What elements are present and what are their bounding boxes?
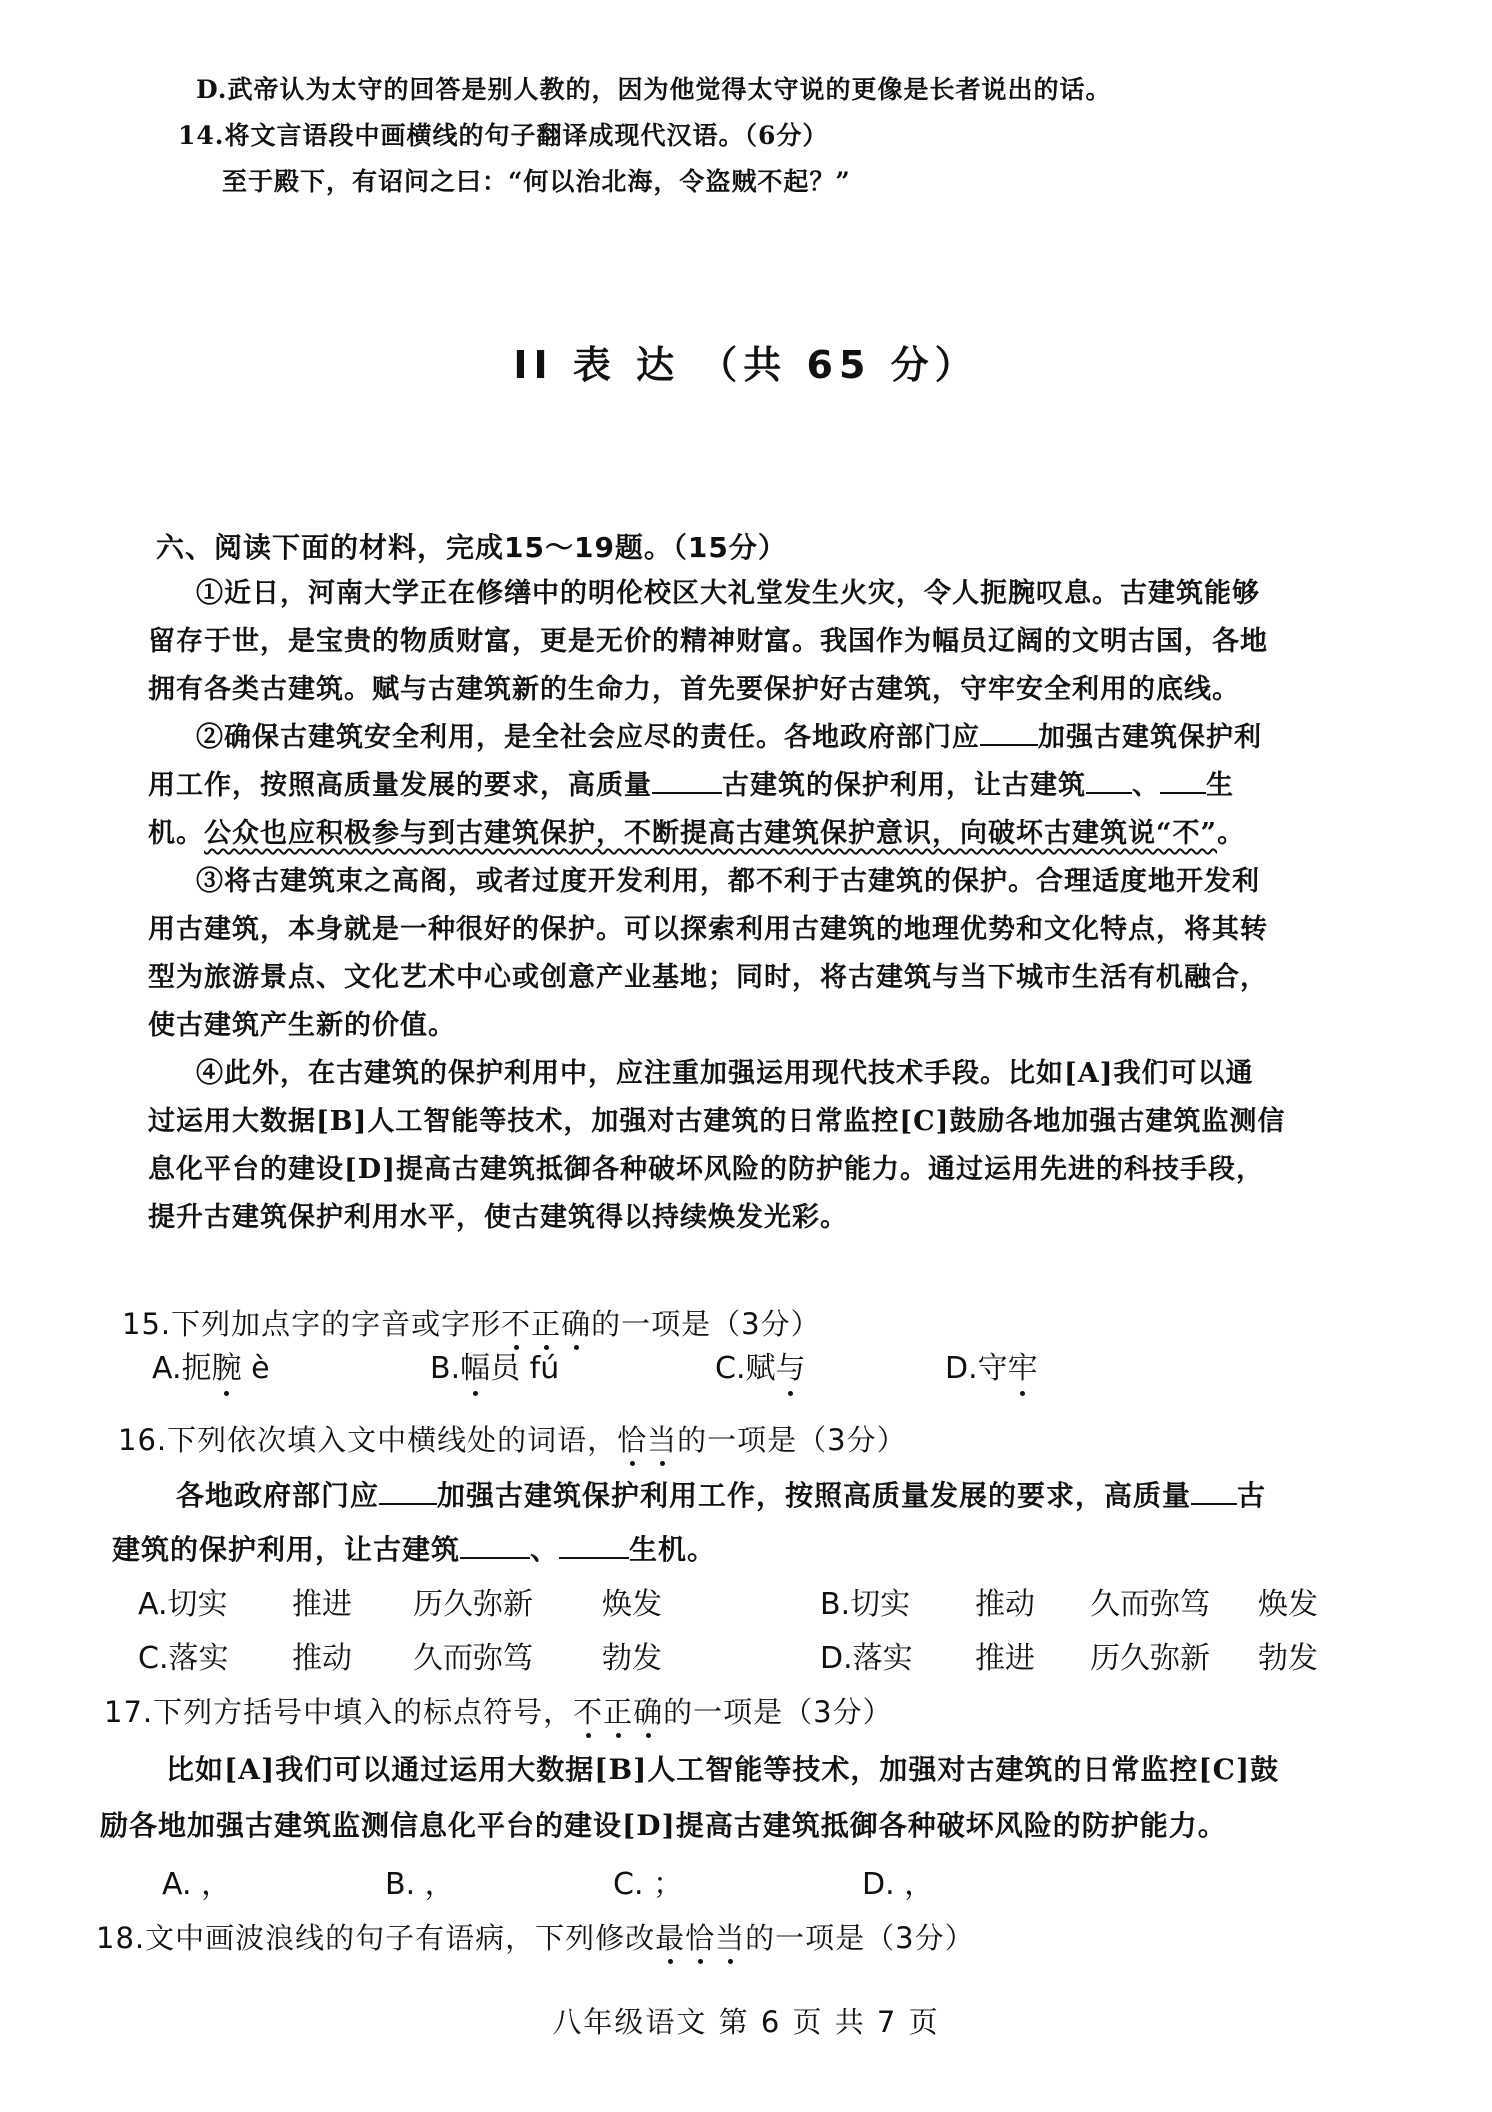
fill-blank[interactable] xyxy=(1191,1479,1237,1505)
p4-line-3: 息化平台的建设[D]提高古建筑抵御各种破坏风险的防护能力。通过运用先进的科技手段， xyxy=(148,1154,1264,1185)
emphasis-char: 正 xyxy=(531,1304,561,1344)
q16-quote-line-2: 建筑的保护利用，让古建筑 、 生机。 xyxy=(112,1533,717,1566)
p4-line-1: ④此外，在古建筑的保护利用中，应注重加强运用现代技术手段。比如[A]我们可以通 xyxy=(196,1058,1254,1089)
p2-text: 。 xyxy=(1217,818,1246,849)
q17-quote-line-1: 比如[A]我们可以通过运用大数据[B]人工智能等技术，加强对古建筑的日常监控[C]鼓 xyxy=(166,1753,1280,1786)
fill-blank[interactable] xyxy=(559,1533,629,1559)
p2-text: 古建筑的保护利用，让古建筑 xyxy=(722,770,1086,801)
q17-stem-text: 17.下列方括号中填入的标点符号， xyxy=(104,1695,574,1729)
p2-text: 机。 xyxy=(148,818,204,849)
q16-option-d-word-1[interactable]: D.落实 xyxy=(820,1641,913,1676)
wavy-underlined-sentence: 公众也应积极参与到古建筑保护，不断提高古建筑保护意识，向破坏古建筑说“不” xyxy=(204,818,1218,849)
p3-line-4: 使古建筑产生新的价值。 xyxy=(148,1010,456,1041)
q17-options xyxy=(0,1864,1492,1906)
part6-heading: 六、阅读下面的材料，完成15～19题。（15分） xyxy=(156,531,787,564)
p1-line-2: 留存于世，是宝贵的物质财富，更是无价的精神财富。我国作为幅员辽阔的文明古国，各地 xyxy=(148,626,1268,657)
q16-option-a-word-2: 推进 xyxy=(292,1587,352,1622)
q16-option-c-word-1[interactable]: C.落实 xyxy=(138,1641,229,1676)
q16-option-b-word-4: 焕发 xyxy=(1258,1587,1318,1622)
p1-line-3: 拥有各类古建筑。赋与古建筑新的生命力，首先要保护好古建筑，守牢安全利用的底线。 xyxy=(148,674,1240,705)
q16-option-c-word-2: 推动 xyxy=(292,1641,352,1676)
emphasis-char: 恰 xyxy=(685,1918,715,1958)
p3-line-3: 型为旅游景点、文化艺术中心或创意产业基地；同时，将古建筑与当下城市生活有机融合， xyxy=(148,962,1268,993)
fill-blank-2[interactable] xyxy=(652,768,722,794)
emphasis-char: 当 xyxy=(647,1420,677,1460)
section-title: II 表 达 （共 65 分） xyxy=(513,343,979,387)
q16-options-row-2 xyxy=(0,1638,1492,1680)
q15-option-b[interactable]: B.幅员 fú xyxy=(430,1348,559,1390)
p4-line-4: 提升古建筑保护利用水平，使古建筑得以持续焕发光彩。 xyxy=(148,1202,848,1233)
p3-line-2: 用古建筑，本身就是一种很好的保护。可以探索利用古建筑的地理优势和文化特点，将其转 xyxy=(148,914,1268,945)
p2-text: ②确保古建筑安全利用，是全社会应尽的责任。各地政府部门应 xyxy=(196,722,980,753)
p2-text: 加强古建筑保护利 xyxy=(1038,722,1262,753)
q16-stem xyxy=(118,1420,907,1460)
q18-stem-text: 18.文中画波浪线的句子有语病，下列修改 xyxy=(96,1921,656,1955)
q16-option-a-word-3: 历久弥新 xyxy=(413,1587,533,1622)
fill-blank-1[interactable] xyxy=(980,720,1038,746)
emphasis-char: 当 xyxy=(715,1918,745,1958)
q16-stem-text: 的一项是（3分） xyxy=(677,1423,907,1457)
q16-option-b-word-2: 推动 xyxy=(975,1587,1035,1622)
q13-option-d: D.武帝认为太守的回答是别人教的，因为他觉得太守说的更像是长者说出的话。 xyxy=(196,75,1112,104)
q17-option-b[interactable]: B. ， xyxy=(385,1867,455,1902)
emphasis-char: 不 xyxy=(573,1692,603,1732)
q18-stem xyxy=(96,1918,975,1958)
q15-option-a[interactable]: A.扼腕 è xyxy=(152,1348,270,1390)
emphasis-char: 正 xyxy=(603,1692,633,1732)
p2-text: 、 xyxy=(1132,770,1160,801)
q16-option-a-word-1[interactable]: A.切实 xyxy=(138,1587,228,1622)
q15-option-c[interactable]: C.赋与 xyxy=(715,1348,805,1390)
q15-stem xyxy=(122,1304,821,1344)
q18-stem-text: 的一项是（3分） xyxy=(745,1921,975,1955)
page-footer: 八年级语文 第 6 页 共 7 页 xyxy=(552,2005,940,2039)
q16-option-b-word-3: 久而弥笃 xyxy=(1090,1587,1210,1622)
q15-stem-text: 15.下列加点字的字音或字形 xyxy=(122,1307,502,1341)
fill-blank-4[interactable] xyxy=(1160,768,1206,794)
q17-option-c[interactable]: C. ； xyxy=(613,1867,684,1902)
q16-quote-line-1: 各地政府部门应 加强古建筑保护利用工作，按照高质量发展的要求，高质量 古 xyxy=(176,1479,1267,1512)
q17-quote-line-2: 励各地加强古建筑监测信息化平台的建设[D]提高古建筑抵御各种破坏风险的防护能力。 xyxy=(100,1809,1227,1842)
q16-option-c-word-3: 久而弥笃 xyxy=(413,1641,533,1676)
q17-stem xyxy=(104,1692,893,1732)
q16-option-a-word-4: 焕发 xyxy=(602,1587,662,1622)
fill-blank[interactable] xyxy=(379,1479,437,1505)
q17-option-a[interactable]: A. ， xyxy=(162,1867,232,1902)
q17-option-d[interactable]: D. ， xyxy=(862,1867,935,1902)
q16-option-b-word-1[interactable]: B.切实 xyxy=(820,1587,911,1622)
p2-line-3 xyxy=(148,814,1245,854)
p2-line-1 xyxy=(196,718,1262,758)
q16-option-d-word-3: 历久弥新 xyxy=(1090,1641,1210,1676)
q16-option-d-word-4: 勃发 xyxy=(1258,1641,1318,1676)
p3-line-1: ③将古建筑束之高阁，或者过度开发利用，都不利于古建筑的保护。合理适度地开发利 xyxy=(196,866,1260,897)
q15-options xyxy=(0,1348,1492,1390)
emphasis-char: 恰 xyxy=(617,1420,647,1460)
emphasis-char: 不 xyxy=(501,1304,531,1344)
q16-stem-text: 16.下列依次填入文中横线处的词语， xyxy=(118,1423,618,1457)
p2-text: 用工作，按照高质量发展的要求，高质量 xyxy=(148,770,652,801)
fill-blank-3[interactable] xyxy=(1086,768,1132,794)
p1-line-1: ①近日，河南大学正在修缮中的明伦校区大礼堂发生火灾，令人扼腕叹息。古建筑能够 xyxy=(196,578,1260,609)
p2-text: 生 xyxy=(1206,770,1234,801)
fill-blank[interactable] xyxy=(460,1533,530,1559)
q16-option-d-word-2: 推进 xyxy=(975,1641,1035,1676)
emphasis-char: 最 xyxy=(655,1918,685,1958)
p4-line-2: 过运用大数据[B]人工智能等技术，加强对古建筑的日常监控[C]鼓励各地加强古建筑监测信 xyxy=(148,1106,1286,1137)
q14-stem: 14.将文言语段中画横线的句子翻译成现代汉语。（6分） xyxy=(178,121,829,150)
q16-option-c-word-4: 勃发 xyxy=(602,1641,662,1676)
q16-options-row-1 xyxy=(0,1584,1492,1626)
emphasis-char: 确 xyxy=(633,1692,663,1732)
q15-stem-text: 的一项是（3分） xyxy=(591,1307,821,1341)
q17-stem-text: 的一项是（3分） xyxy=(663,1695,893,1729)
q14-text: 至于殿下，有诏问之曰：“何以治北海，令盗贼不起？” xyxy=(222,167,851,196)
q15-option-d[interactable]: D.守牢 xyxy=(945,1348,1038,1390)
emphasis-char: 确 xyxy=(561,1304,591,1344)
p2-line-2 xyxy=(148,766,1234,806)
